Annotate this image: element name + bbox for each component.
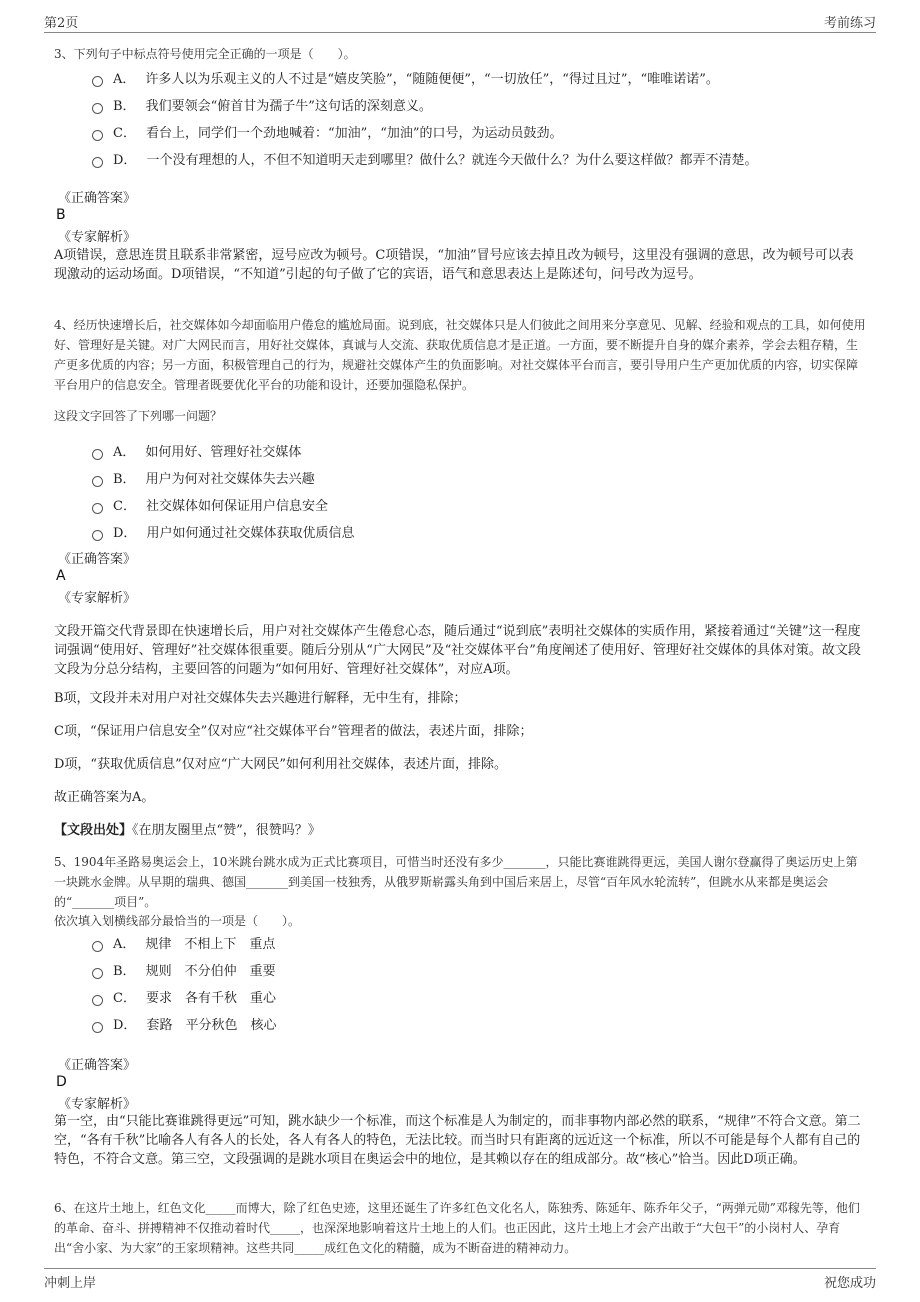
radio-icon[interactable]	[92, 103, 103, 114]
footer-rule	[44, 1268, 876, 1269]
radio-icon[interactable]	[92, 476, 103, 487]
radio-icon[interactable]	[92, 157, 103, 168]
q4-option-a[interactable]: A． 如何用好、管理好社交媒体	[92, 437, 872, 464]
q4-stem: 4、经历快速增长后，社交媒体如今却面临用户倦怠的尴尬局面。说到底，社交媒体只是人们彼此之间用来分享意见、见解、经验和观点的工具，如何使用好、管理好是关键。对广大网民而言，用好社交媒体，真诚与人交流、获取优质信息才是正道。一方面，要不断提升自身的媒介素养，学会去粗存精，生产更多优质的内容；另一方面，积极管理自己的行为，规避社交媒体产生的负面影响。对社交媒体平台而言，要引导用户生产更加优质的内容，切实保障平台用户的信息安全。管理者既要优化平台的功能和设计，还要加强隐私保护。	[54, 318, 866, 392]
q3-analysis-label: 《专家解析》	[58, 230, 137, 245]
q4-source	[54, 821, 866, 840]
q5-option-c[interactable]: C． 要求 各有千秋 重心	[92, 983, 872, 1010]
radio-icon[interactable]	[92, 449, 103, 460]
q4-analysis-p4: D项，“获取优质信息”仅对应“广大网民”如何利用社交媒体，表述片面，排除。	[54, 757, 508, 772]
q4-answer: A	[56, 568, 66, 584]
radio-icon[interactable]	[92, 503, 103, 514]
header-title: 考前练习	[823, 16, 876, 31]
q3-options	[92, 64, 872, 172]
q5-option-d[interactable]: D． 套路 平分秋色 核心	[92, 1010, 872, 1037]
q4-option-d[interactable]: D． 用户如何通过社交媒体获取优质信息	[92, 518, 872, 545]
radio-icon[interactable]	[92, 995, 103, 1006]
q4-question: 这段文字回答了下列哪一问题？	[54, 409, 223, 423]
q5-option-b[interactable]: B． 规则 不分伯仲 重要	[92, 956, 872, 983]
radio-icon[interactable]	[92, 530, 103, 541]
q5-question: 依次填入划横线部分最恰当的一项是（ ）。	[54, 914, 301, 928]
q3-stem: 3、下列句子中标点符号使用完全正确的一项是（ ）。	[54, 47, 356, 61]
q4-option-c[interactable]: C． 社交媒体如何保证用户信息安全	[92, 491, 872, 518]
page-number: 第2页	[44, 16, 79, 31]
radio-icon[interactable]	[92, 130, 103, 141]
footer-right: 祝您成功	[823, 1276, 876, 1291]
q4-analysis-p3: C项，“保证用户信息安全”仅对应“社交媒体平台”管理者的做法，表述片面，排除；	[54, 724, 533, 739]
q4-analysis-p2: B项，文段并未对用户对社交媒体失去兴趣进行解释，无中生有，排除；	[54, 691, 467, 706]
q3-option-b[interactable]: B． 我们要领会“俯首甘为孺子牛”这句话的深刻意义。	[92, 91, 872, 118]
source-title: 《在朋友圈里点“赞”，很赞吗？》	[132, 823, 321, 838]
q4-analysis-label: 《专家解析》	[58, 591, 137, 606]
radio-icon[interactable]	[92, 941, 103, 952]
source-tag: 【文段出处】	[54, 823, 133, 838]
radio-icon[interactable]	[92, 1022, 103, 1033]
q4-analysis-p1: 文段开篇交代背景即在快速增长后，用户对社交媒体产生倦怠心态，随后通过“说到底”表明社交媒体的实质作用，紧接着通过“关键”这一程度词强调“使用好、管理好”社交媒体很重要。随后分别从“广大网民”及“社交媒体平台”角度阐述了使用好、管理好社交媒体的具体对策。故文段文段为分总分结构，主要回答的问题为“如何用好、管理好社交媒体”，对应A项。	[54, 624, 861, 677]
q3-option-c[interactable]: C． 看台上，同学们一个劲地喊着：“加油”，“加油”的口号，为运动员鼓劲。	[92, 118, 872, 145]
q3-answer-label: 《正确答案》	[58, 191, 137, 206]
header-rule	[44, 32, 876, 33]
q3-analysis: A项错误，意思连贯且联系非常紧密，逗号应改为顿号。C项错误，“加油”冒号应该去掉且改为顿号，这里没有强调的意思，改为顿号可以表现激动的运动场面。D项错误，“不知道”引起的句子做了它的宾语，语气和意思表达上是陈述句，问号改为逗号。	[54, 248, 854, 282]
page-header	[44, 12, 876, 32]
q4-answer-label: 《正确答案》	[58, 552, 137, 567]
radio-icon[interactable]	[92, 76, 103, 87]
q4-options	[92, 437, 872, 545]
q5-analysis: 第一空，由“只能比赛谁跳得更远”可知，跳水缺少一个标准，而这个标准是人为制定的，而非事物内部必然的联系，“规律”不符合文意。第二空，“各有千秋”比喻各人有各人的长处，各人有各人的特色，无法比较。而当时只有距离的远近这一个标准，所以不可能是每个人都有自己的特色，不符合文意。第三空，文段强调的是跳水项目在奥运会中的地位，是其赖以存在的组成部分。故“核心”恰当。因此D项正确。	[54, 1114, 861, 1167]
q5-answer: D	[56, 1074, 67, 1090]
q5-stem: 5、1904年圣路易奥运会上，10米跳台跳水成为正式比赛项目，可惜当时还没有多少_______，只能比赛谁跳得更远，美国人谢尔登赢得了奥运历史上第一块跳水金牌。从早期的瑞典、德国_______到美国一枝独秀，从俄罗斯崭露头角到中国后来居上，尽管“百年风水轮流转”，但跳水从来都是奥运会的“_______项目”。	[54, 855, 858, 909]
q5-options	[92, 929, 872, 1037]
radio-icon[interactable]	[92, 968, 103, 979]
page-footer	[44, 1272, 876, 1292]
q4-analysis-p5: 故正确答案为A。	[54, 790, 155, 805]
footer-left: 冲刺上岸	[44, 1276, 97, 1291]
q3-option-a[interactable]: A． 许多人以为乐观主义的人不过是“嬉皮笑脸”，“随随便便”，“一切放任”，“得过且过”，“唯唯诺诺”。	[92, 64, 872, 91]
q5-option-a[interactable]: A． 规律 不相上下 重点	[92, 929, 872, 956]
q5-analysis-label: 《专家解析》	[58, 1097, 137, 1112]
q3-answer: B	[56, 207, 66, 223]
q6-stem: 6、在这片土地上，红色文化_____而博大，除了红色史迹，这里还诞生了许多红色文化名人，陈独秀、陈延年、陈乔年父子，“两弹元勋”邓稼先等，他们的革命、奋斗、拼搏精神不仅推动着时代_____，也深深地影响着这片土地上的人们。也正因此，这片土地上才会产出敢于“大包干”的小岗村人、孕育出“舍小家、为大家”的王家坝精神。这些共同_____成红色文化的精髓，成为不断奋进的精神动力。	[54, 1201, 860, 1255]
q5-answer-label: 《正确答案》	[58, 1058, 137, 1073]
q3-option-d[interactable]: D． 一个没有理想的人，不但不知道明天走到哪里？做什么？就连今天做什么？为什么要这样做？都弄不清楚。	[92, 145, 872, 172]
q4-option-b[interactable]: B． 用户为何对社交媒体失去兴趣	[92, 464, 872, 491]
